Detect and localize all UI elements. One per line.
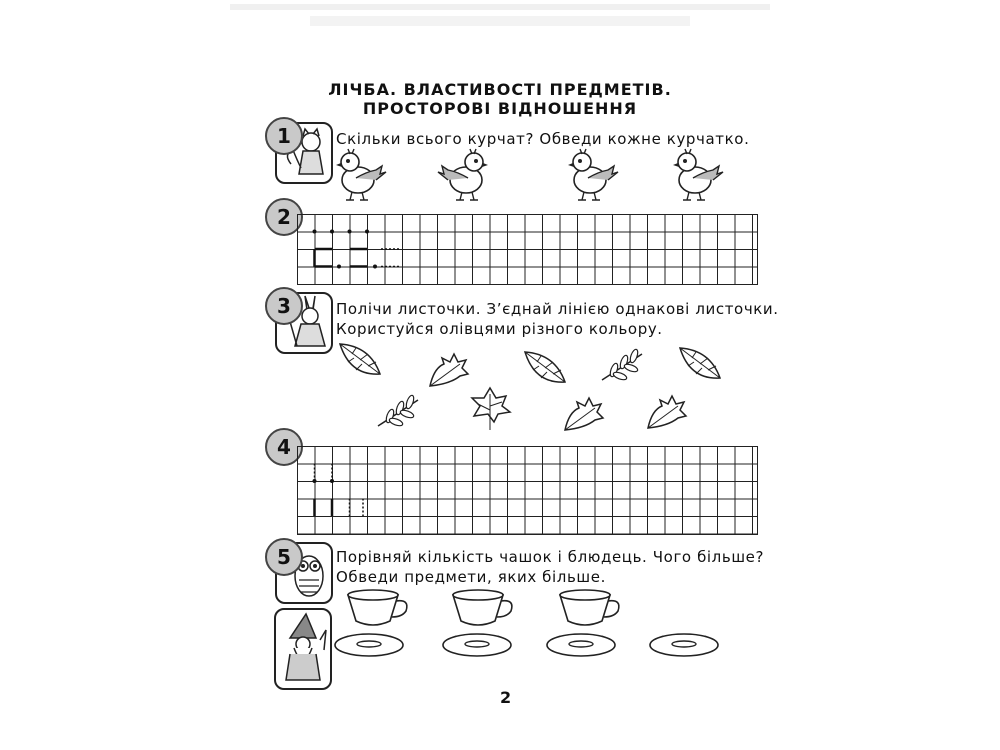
task4-number: 4 xyxy=(265,428,303,466)
task4-pattern xyxy=(297,446,377,534)
chick-icon-4 xyxy=(673,149,723,200)
cup-icon-1 xyxy=(348,590,407,625)
gnome-badge xyxy=(274,608,332,690)
leaf-icon-7 xyxy=(472,388,510,430)
task3-text-line1: Полічи листочки. З’єднай лінією однакові листочки. xyxy=(336,300,779,318)
chick-icon-1 xyxy=(336,149,386,200)
task5-number: 5 xyxy=(265,538,303,576)
task3-leaves xyxy=(330,338,730,438)
task5-text-line2: Обведи предмети, яких більше. xyxy=(336,568,606,586)
task1-number: 1 xyxy=(265,117,303,155)
task5-cups-saucers xyxy=(330,585,730,675)
task2-pattern xyxy=(297,214,417,284)
task5-text-line1: Порівняй кількість чашок і блюдець. Чого більше? xyxy=(336,548,765,566)
task3-number: 3 xyxy=(265,287,303,325)
leaf-icon-6 xyxy=(378,394,418,427)
chick-icon-3 xyxy=(568,149,618,200)
saucer-icon-1 xyxy=(335,634,403,656)
page-number: 2 xyxy=(500,688,512,707)
leaf-icon-3 xyxy=(525,352,565,382)
saucer-icon-2 xyxy=(443,634,511,656)
page-title-line2: ПРОСТОРОВІ ВІДНОШЕННЯ xyxy=(362,99,638,118)
header-ghost xyxy=(230,0,770,40)
cup-icon-3 xyxy=(560,590,619,625)
task3-text-line2: Користуйся олівцями різного кольору. xyxy=(336,320,663,338)
page-title-line1: ЛІЧБА. ВЛАСТИВОСТІ ПРЕДМЕТІВ. xyxy=(328,80,672,99)
task1-text: Скільки всього курчат? Обведи кожне курчатко. xyxy=(336,130,750,148)
gnome-icon xyxy=(276,610,330,688)
leaf-icon-5 xyxy=(680,348,720,378)
leaf-icon-1 xyxy=(340,344,380,374)
leaf-icon-2 xyxy=(430,354,468,386)
leaf-icon-9 xyxy=(648,396,686,428)
cup-icon-2 xyxy=(453,590,512,625)
chick-icon-2 xyxy=(438,149,488,200)
leaf-icon-8 xyxy=(565,398,603,430)
task1-chicks xyxy=(328,148,728,204)
leaf-icon-4 xyxy=(602,348,642,381)
task2-number: 2 xyxy=(265,198,303,236)
saucer-icon-3 xyxy=(547,634,615,656)
saucer-icon-4 xyxy=(650,634,718,656)
